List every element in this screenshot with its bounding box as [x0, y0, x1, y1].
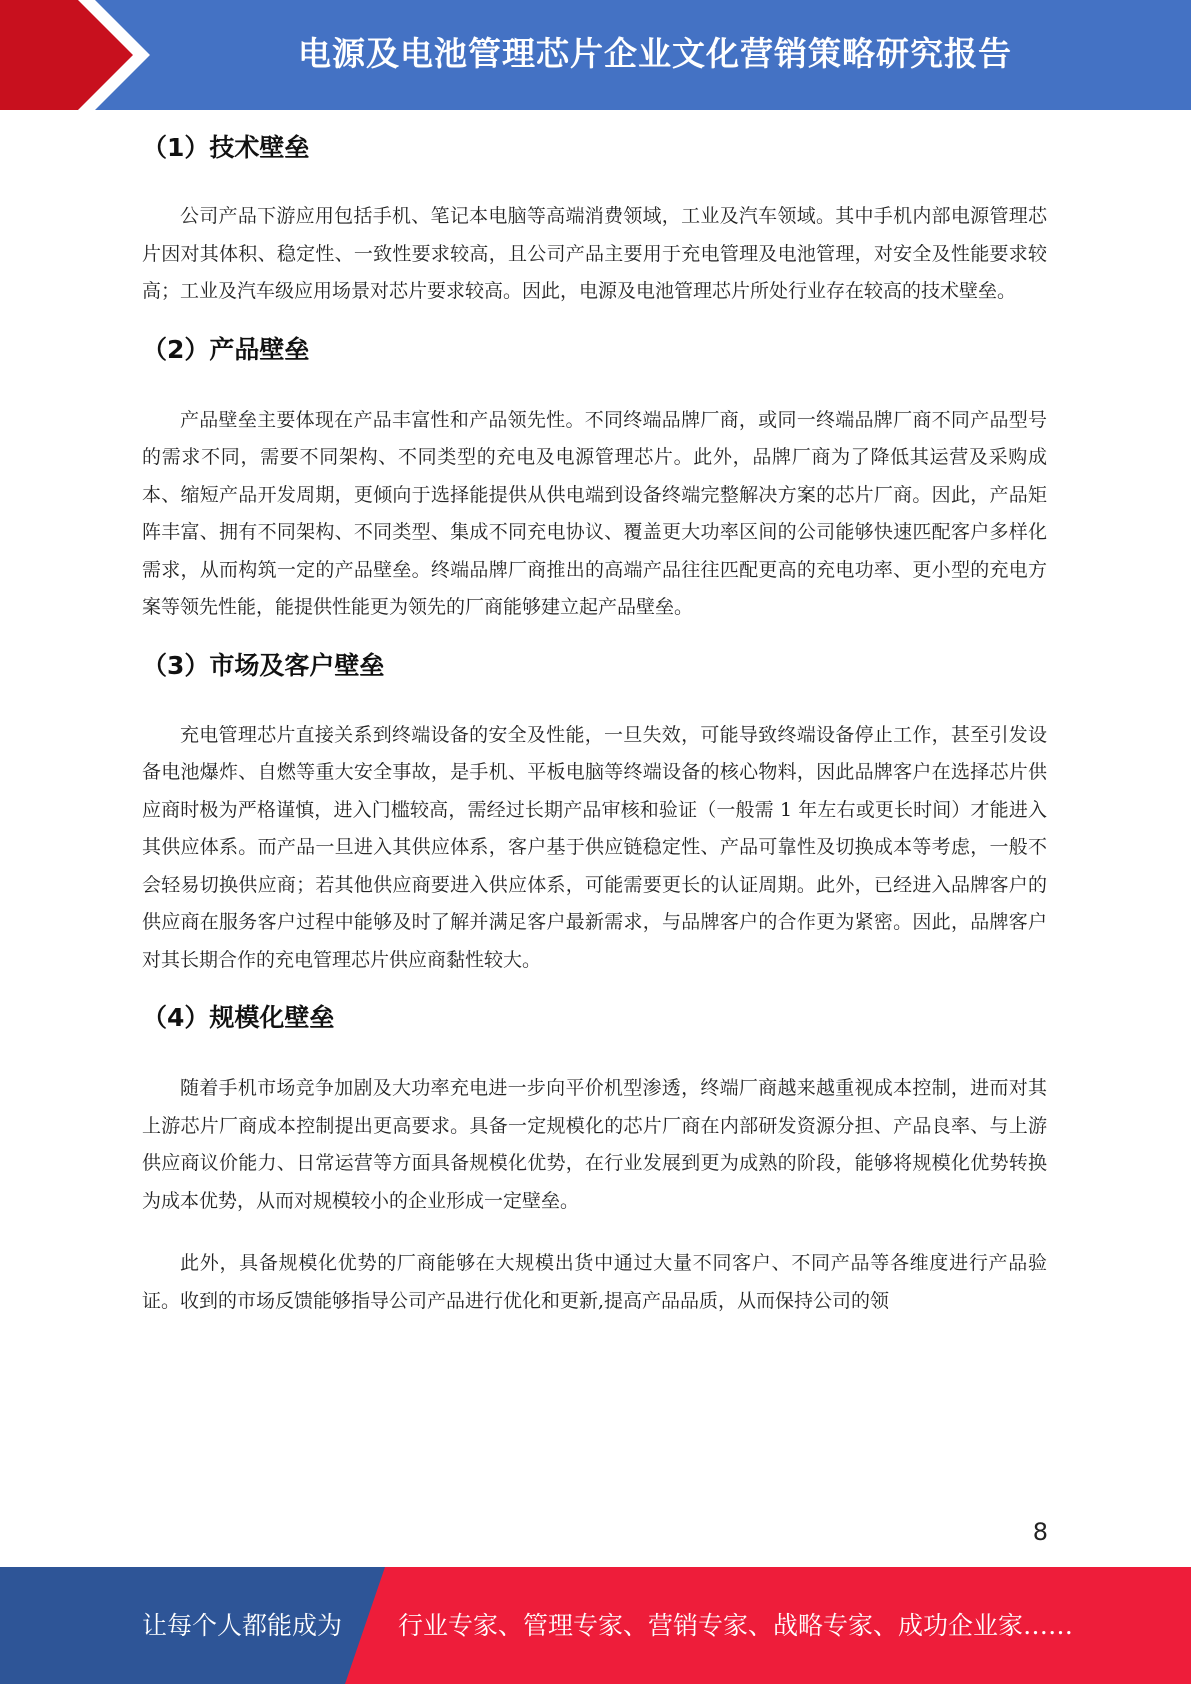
page-number: 8	[1032, 1518, 1048, 1546]
section-heading-market-customer-barrier: （3）市场及客户壁垒	[142, 650, 385, 680]
section-heading-scale-barrier: （4）规模化壁垒	[142, 1003, 335, 1032]
page-header	[0, 0, 1191, 110]
section-paragraph: 产品壁垒主要体现在产品丰富性和产品领先性。不同终端品牌厂商，或同一终端品牌厂商不同产品型号的需求不同，需要不同架构、不同类型的充电及电源管理芯片。此外，品牌厂商为了降低其运营及采购成本、缩短产品开发周期，更倾向于选择能提供从供电端到设备终端完整解决方案的芯片厂商。因此，产品矩阵丰富、拥有不同架构、不同类型、集成不同充电协议、覆盖更大功率区间的公司能够快速匹配客户多样化需求，从而构筑一定的产品壁垒。终端品牌厂商推出的高端产品往往匹配更高的充电功率、更小型的充电方案等领先性能，能提供性能更为领先的厂商能够建立起产品壁垒。	[142, 408, 1047, 618]
page-footer	[0, 1567, 1191, 1684]
section-paragraph: 充电管理芯片直接关系到终端设备的安全及性能，一旦失效，可能导致终端设备停止工作，甚至引发设备电池爆炸、自燃等重大安全事故，是手机、平板电脑等终端设备的核心物料，因此品牌客户在选择芯片供应商时极为严格谨慎，进入门槛较高，需经过长期产品审核和验证（一般需 1 年左右或更长时间）才能进入其供应体系。而产品一旦进入其供应体系，客户基于供应链稳定性、产品可靠性及切换成本等考虑，一般不会轻易切换供应商；若其他供应商要进入供应体系，可能需要更长的认证周期。此外，已经进入品牌客户的供应商在服务客户过程中能够及时了解并满足客户最新需求，与品牌客户的合作更为紧密。因此，品牌客户对其长期合作的充电管理芯片供应商黏性较大。	[142, 723, 1047, 971]
footer-slogan-left: 让每个人都能成为	[142, 1611, 343, 1640]
section-paragraph: 此外，具备规模化优势的厂商能够在大规模出货中通过大量不同客户、不同产品等各维度进行产品验证。收到的市场反馈能够指导公司产品进行优化和更新,提高产品品质，从而保持公司的领	[142, 1252, 1047, 1312]
section-paragraph: 公司产品下游应用包括手机、笔记本电脑等高端消费领域，工业及汽车领域。其中手机内部电源管理芯片因对其体积、稳定性、一致性要求较高，且公司产品主要用于充电管理及电池管理，对安全及性能要求较高；工业及汽车级应用场景对芯片要求较高。因此，电源及电池管理芯片所处行业存在较高的技术壁垒。	[142, 205, 1047, 302]
footer-slogan-right: 行业专家、管理专家、营销专家、战略专家、成功企业家……	[398, 1611, 1074, 1640]
section-heading-product-barrier: （2）产品壁垒	[142, 334, 310, 364]
report-title: 电源及电池管理芯片企业文化营销策略研究报告	[298, 34, 1012, 73]
section-heading-technical-barrier: （1）技术壁垒	[142, 133, 310, 162]
main-content	[142, 122, 1047, 1320]
section-paragraph: 随着手机市场竞争加剧及大功率充电进一步向平价机型渗透，终端厂商越来越重视成本控制，进而对其上游芯片厂商成本控制提出更高要求。具备一定规模化的芯片厂商在内部研发资源分担、产品良率、与上游供应商议价能力、日常运营等方面具备规模化优势，在行业发展到更为成熟的阶段，能够将规模化优势转换为成本优势，从而对规模较小的企业形成一定壁垒。	[142, 1077, 1047, 1212]
